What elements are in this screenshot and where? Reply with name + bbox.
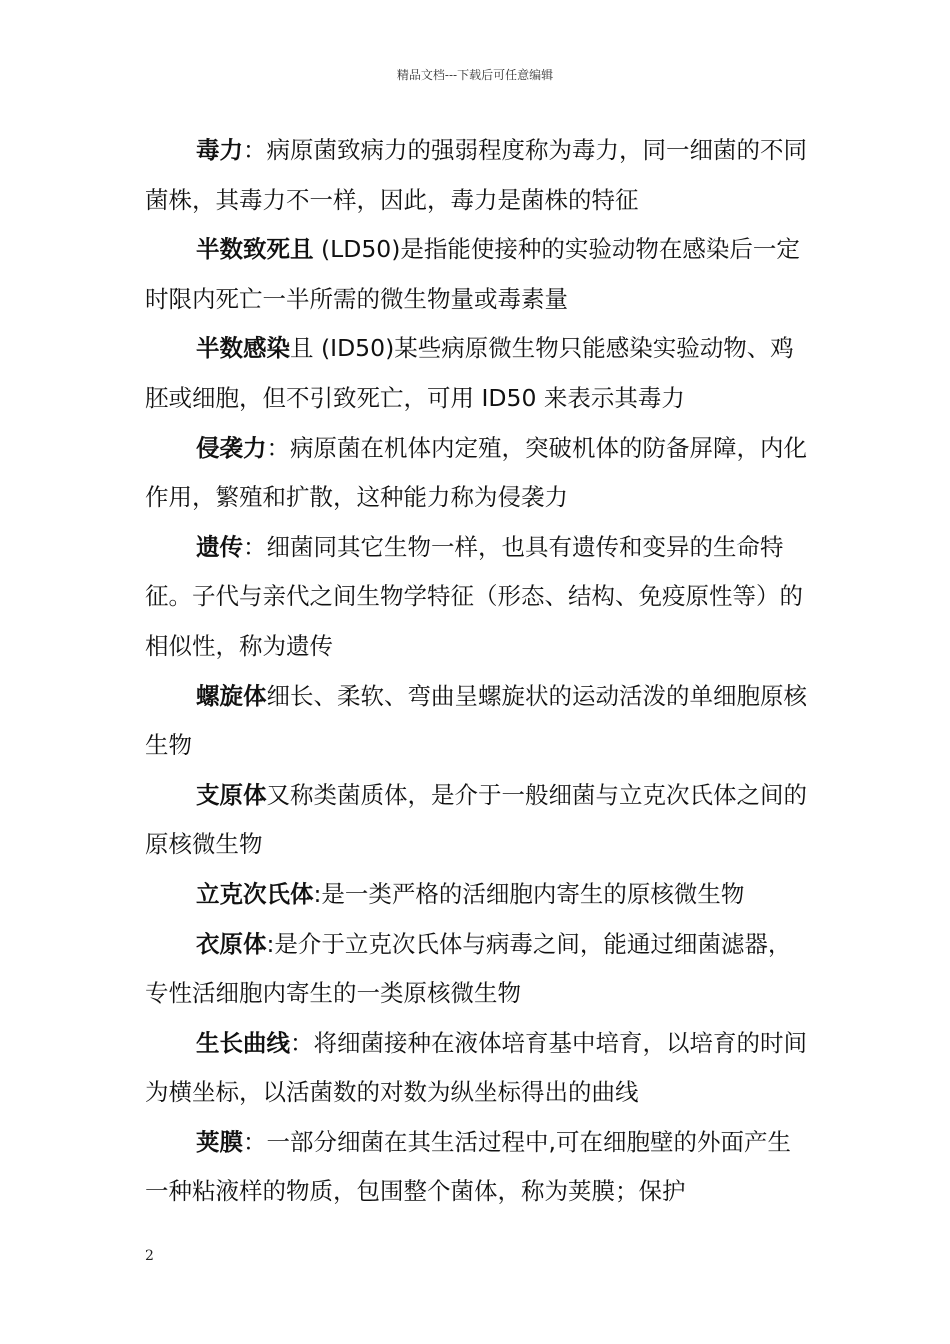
definition: ：病原菌在机体内定殖，突破机体的防备屏障，内化作用，繁殖和扩散，这种能力称为侵袭力 — [145, 433, 807, 512]
term: 螺旋体 — [196, 681, 267, 710]
term: 荚膜 — [196, 1127, 243, 1156]
term: 半数感染 — [196, 334, 290, 363]
term: 半数致死且 — [196, 235, 314, 264]
term: 立克次氏体 — [196, 879, 314, 908]
paragraph-growth-curve — [145, 1019, 813, 1118]
paragraph-id50 — [145, 324, 813, 423]
definition: ：细菌同其它生物一样，也具有遗传和变异的生命特征。子代与亲代之间生物学特征（形态、结构、免疫原性等）的相似性，称为遗传 — [145, 532, 803, 660]
paragraph-virulence — [145, 126, 813, 225]
term: 衣原体 — [196, 929, 267, 958]
document-body — [145, 126, 813, 1217]
definition: ：将细菌接种在液体培育基中培育，以培育的时间为横坐标，以活菌数的对数为纵坐标得出的曲线 — [145, 1028, 807, 1107]
definition: 又称类菌质体，是介于一般细菌与立克次氏体之间的原核微生物 — [145, 780, 807, 859]
paragraph-spirochete — [145, 672, 813, 771]
definition: 细长、柔软、弯曲呈螺旋状的运动活泼的单细胞原核生物 — [145, 681, 807, 760]
definition: :是介于立克次氏体与病毒之间，能通过细菌滤器，专性活细胞内寄生的一类原核微生物 — [145, 929, 792, 1008]
paragraph-chlamydia — [145, 920, 813, 1019]
definition: ：病原菌致病力的强弱程度称为毒力，同一细菌的不同菌株，其毒力不一样，因此，毒力是菌株的特征 — [145, 136, 807, 214]
term: 毒力 — [196, 136, 243, 164]
paragraph-capsule — [145, 1118, 813, 1217]
definition: :是一类严格的活细胞内寄生的原核微生物 — [313, 879, 745, 908]
definition: (LD50)是指能使接种的实验动物在感染后一定时限内死亡一半所需的微生物量或毒素量 — [145, 235, 800, 313]
paragraph-invasiveness — [145, 424, 813, 523]
paragraph-heredity — [145, 523, 813, 672]
definition: ：一部分细菌在其生活过程中,可在细胞壁的外面产生一种粘液样的物质，包围整个菌体，称为荚膜；保护 — [145, 1127, 791, 1206]
term: 生长曲线 — [196, 1028, 290, 1057]
term: 遗传 — [196, 532, 243, 561]
term: 支原体 — [196, 780, 267, 809]
term: 侵袭力 — [196, 433, 267, 462]
paragraph-ld50 — [145, 225, 813, 324]
paragraph-mycoplasma — [145, 771, 813, 870]
page-header: 精品文档---下载后可任意编辑 — [396, 68, 554, 82]
paragraph-rickettsia — [145, 870, 813, 920]
page-number: 2 — [145, 1248, 154, 1264]
definition: 且 (ID50)某些病原微生物只能感染实验动物、鸡胚或细胞，但不引致死亡，可用 ID50 来表示其毒力 — [145, 334, 794, 412]
